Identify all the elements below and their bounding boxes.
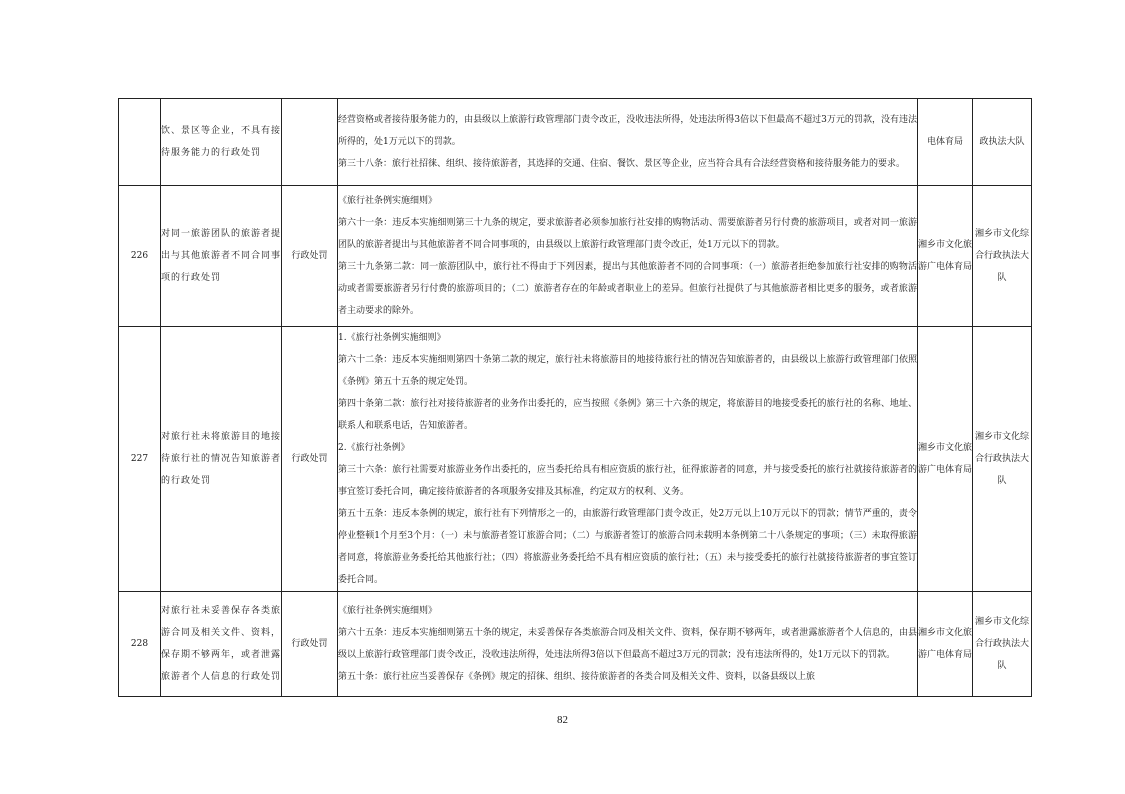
- basis-line: 第五十五条：违反本条例的规定，旅行社有下列情形之一的，由旅游行政管理部门责令改正，处2万元以上10万元以下的罚款；情节严重的，责令停业整顿1个月至3个月：（一）未与旅游者签订旅游合同；（二）与旅游者签订的旅游合同未载明本条例第二十八条规定的事项；（三）未取得旅游者同意，将旅游业务委托给其他旅行社；（四）将旅游业务委托给不具有相应资质的旅行社；（五）未与接受委托的旅行社就接待旅游者的事宜签订委托合同。: [338, 509, 917, 585]
- basis-line: 《旅行社条例实施细则》: [338, 606, 438, 616]
- penalty-item: 饮、景区等企业，不具有接待服务能力的行政处罚: [161, 99, 282, 186]
- basis-line: 1.《旅行社条例实施细则》: [338, 333, 446, 343]
- legal-basis: [338, 592, 918, 697]
- basis-line: 第四十条第二款：旅行社对接待旅游者的业务作出委托的，应当按照《条例》第三十六条的规定，将旅游目的地接受委托的旅行社的名称、地址、联系人和联系电话，告知旅游者。: [338, 399, 917, 431]
- enforcement-unit: 湘乡市文化综合行政执法大队: [973, 327, 1032, 592]
- basis-line: 第五十条：旅行社应当妥善保存《条例》规定的招徕、组织、接待旅游者的各类合同及相关文件、资料，以备县级以上旅: [338, 672, 816, 682]
- basis-line: 第三十六条：旅行社需要对旅游业务作出委托的，应当委托给具有相应资质的旅行社，征得旅游者的同意，并与接受委托的旅行社就接待旅游者的事宜签订委托合同，确定接待旅游者的各项服务安排及其标准，约定双方的权利、义务。: [338, 465, 917, 497]
- table-row: [119, 186, 1032, 327]
- penalty-item: 对旅行社未妥善保存各类旅游合同及相关文件、资料，保存期不够两年，或者泄露旅游者个人信息的行政处罚: [161, 592, 282, 697]
- basis-line: 第六十一条：违反本实施细则第三十九条的规定，要求旅游者必须参加旅行社安排的购物活动、需要旅游者另行付费的旅游项目，或者对同一旅游团队的旅游者提出与其他旅游者不同合同事项的，由县级以上旅游行政管理部门责令改正，处1万元以下的罚款。: [338, 218, 917, 250]
- responsible-department: 湘乡市文化旅游广电体育局: [918, 186, 973, 327]
- basis-line: 第六十五条：违反本实施细则第五十条的规定，未妥善保存各类旅游合同及相关文件、资料，保存期不够两年，或者泄露旅游者个人信息的，由县级以上旅游行政管理部门责令改正，没收违法所得，处违法所得3倍以下但最高不超过3万元的罚款；没有违法所得的，处1万元以下的罚款。: [338, 628, 917, 660]
- enforcement-unit: 湘乡市文化综合行政执法大队: [973, 186, 1032, 327]
- basis-line: 第六十二条：违反本实施细则第四十条第二款的规定，旅行社未将旅游目的地接待旅行社的情况告知旅游者的，由县级以上旅游行政管理部门依照《条例》第五十五条的规定处罚。: [338, 355, 917, 387]
- table-row: [119, 592, 1032, 697]
- legal-basis: [338, 99, 918, 186]
- basis-line: 第三十九条第二款：同一旅游团队中，旅行社不得由于下列因素，提出与其他旅游者不同的合同事项：（一）旅游者拒绝参加旅行社安排的购物活动或者需要旅游者另行付费的旅游项目的；（二）旅游者存在的年龄或者职业上的差异。但旅行社提供了与其他旅游者相比更多的服务，或者旅游者主动要求的除外。: [338, 262, 917, 316]
- legal-basis: [338, 186, 918, 327]
- enforcement-unit: 湘乡市文化综合行政执法大队: [973, 592, 1032, 697]
- penalty-item: 对旅行社未将旅游目的地接待旅行社的情况告知旅游者的行政处罚: [161, 327, 282, 592]
- row-number: [119, 99, 161, 186]
- penalty-item: 对同一旅游团队的旅游者提出与其他旅游者不同合同事项的行政处罚: [161, 186, 282, 327]
- basis-line: 第三十八条：旅行社招徕、组织、接待旅游者，其选择的交通、住宿、餐饮、景区等企业，应当符合具有合法经营资格和接待服务能力的要求。: [338, 159, 906, 169]
- basis-line: 《旅行社条例实施细则》: [338, 196, 438, 206]
- responsible-department: 湘乡市文化旅游广电体育局: [918, 592, 973, 697]
- basis-line: 2.《旅行社条例》: [338, 443, 410, 453]
- penalty-table: [118, 98, 1032, 697]
- enforcement-unit: 政执法大队: [973, 99, 1032, 186]
- penalty-type: 行政处罚: [282, 327, 338, 592]
- table-row: [119, 327, 1032, 592]
- penalty-type: [282, 99, 338, 186]
- row-number: 228: [119, 592, 161, 697]
- table-row: [119, 99, 1032, 186]
- responsible-department: 电体育局: [918, 99, 973, 186]
- legal-basis: [338, 327, 918, 592]
- responsible-department: 湘乡市文化旅游广电体育局: [918, 327, 973, 592]
- page-number: 82: [557, 714, 568, 726]
- row-number: 227: [119, 327, 161, 592]
- penalty-type: 行政处罚: [282, 592, 338, 697]
- row-number: 226: [119, 186, 161, 327]
- basis-line: 经营资格或者接待服务能力的，由县级以上旅游行政管理部门责令改正，没收违法所得，处违法所得3倍以下但最高不超过3万元的罚款，没有违法所得的，处1万元以下的罚款。: [338, 115, 917, 147]
- penalty-type: 行政处罚: [282, 186, 338, 327]
